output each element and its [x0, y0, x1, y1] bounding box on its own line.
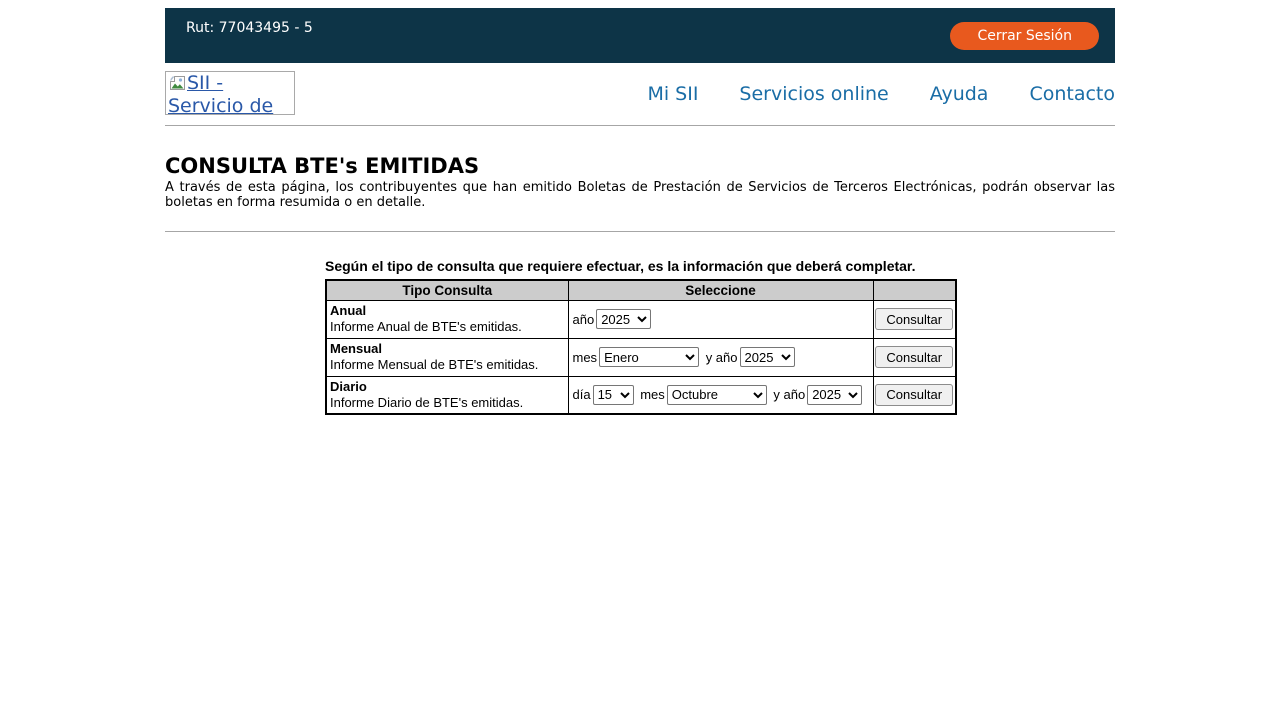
month-select-diario[interactable]: [667, 385, 767, 405]
col-header-seleccione: Seleccione: [568, 280, 873, 300]
select-cell-diario: [568, 376, 873, 414]
tipo-cell-diario: [326, 376, 568, 414]
top-bar: [165, 8, 1115, 63]
row-desc-diario: Informe Diario de BTE's emitidas.: [330, 394, 524, 410]
page-description: A través de esta página, los contribuyentes que han emitido Boletas de Prestación de Servicios de Terceros Electrónicas, podrán observar las boletas en forma resumida o en detalle.: [165, 180, 1115, 210]
select-cell-mensual: [568, 338, 873, 376]
label-anio-mensual: y año: [705, 349, 738, 365]
consultar-mensual-button[interactable]: Consultar: [875, 346, 953, 368]
year-select-mensual[interactable]: [740, 347, 795, 367]
label-dia-diario: día: [572, 387, 591, 403]
page-title: CONSULTA BTE's EMITIDAS: [165, 154, 480, 178]
label-mes-mensual: mes: [572, 349, 598, 365]
nav-link-servicios-online[interactable]: Servicios online: [739, 83, 889, 105]
table-row-diario: [326, 376, 956, 414]
broken-image-icon: [168, 75, 186, 96]
action-cell-anual: [873, 300, 956, 338]
table-row-anual: [326, 300, 956, 338]
label-anio-anual: año: [572, 311, 595, 327]
year-select-diario[interactable]: [807, 385, 862, 405]
month-select-mensual[interactable]: [599, 347, 699, 367]
day-select-diario[interactable]: [593, 385, 634, 405]
logo-alt-text: SII - Servicio de: [168, 72, 274, 115]
main-nav: [647, 81, 1115, 105]
header-row: [165, 68, 1115, 118]
page-container: [165, 8, 1115, 415]
label-anio-diario: y año: [773, 387, 806, 403]
table-header-row: [326, 280, 956, 300]
nav-link-mi-sii[interactable]: Mi SII: [647, 83, 699, 105]
row-title-anual: Anual: [330, 303, 367, 318]
label-mes-diario: mes: [640, 387, 665, 403]
table-row-mensual: [326, 338, 956, 376]
action-cell-mensual: [873, 338, 956, 376]
nav-link-contacto[interactable]: Contacto: [1029, 83, 1115, 105]
year-select-anual[interactable]: [596, 309, 651, 329]
rut-text: Rut: 77043495 - 5: [186, 20, 313, 36]
sii-logo-link[interactable]: [165, 71, 295, 115]
row-title-diario: Diario: [330, 378, 367, 394]
row-title-mensual: Mensual: [330, 341, 383, 356]
section-divider: [165, 231, 1115, 232]
consulta-table: [325, 279, 957, 415]
tipo-cell-anual: [326, 300, 568, 338]
consultar-anual-button[interactable]: Consultar: [875, 308, 953, 330]
action-cell-diario: [873, 376, 956, 414]
row-desc-mensual: Informe Mensual de BTE's emitidas.: [330, 357, 539, 372]
cerrar-sesion-button[interactable]: Cerrar Sesión: [950, 22, 1099, 50]
row-desc-anual: Informe Anual de BTE's emitidas.: [330, 319, 522, 334]
select-cell-anual: [568, 300, 873, 338]
nav-link-ayuda[interactable]: Ayuda: [929, 83, 989, 105]
consulta-section: [325, 259, 955, 415]
tipo-cell-mensual: [326, 338, 568, 376]
col-header-actions: [873, 280, 956, 300]
header-divider: [165, 125, 1115, 126]
consultar-diario-button[interactable]: Consultar: [875, 384, 953, 406]
instruction-text: Según el tipo de consulta que requiere efectuar, es la información que deberá completar.: [325, 258, 916, 274]
col-header-tipo-consulta: Tipo Consulta: [326, 280, 568, 300]
